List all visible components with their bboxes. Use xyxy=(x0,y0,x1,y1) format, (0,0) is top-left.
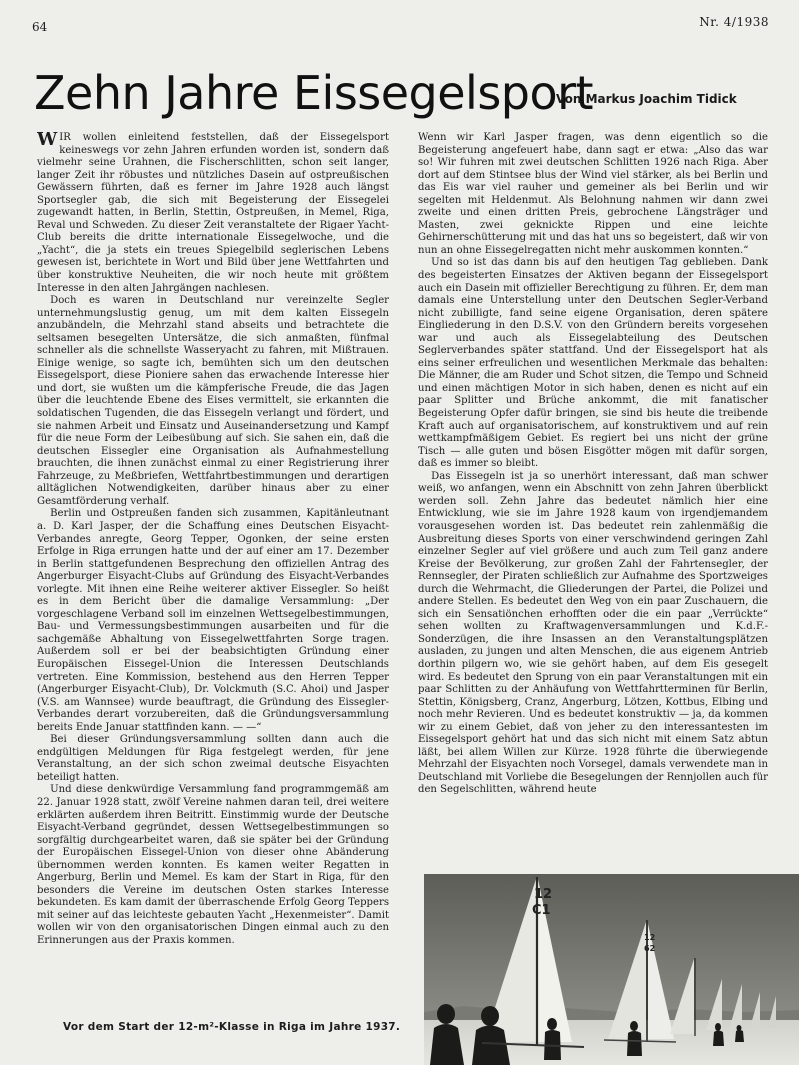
paragraph-6: Wenn wir Karl Jasper fragen, was denn eigentlich so die Begeisterung angefeuert habe, dann sagt er etwa: „Also das war so! Wir fuhren mit zwei deutschen Schlitten 1926 nach Riga. Aber dort auf dem Stintsee blus der Wind viel stärker, als bei Berlin und das Eis war viel rauher und gemeiner als bei Berlin und wir segelten mit Heldenmut. Als Belohnung nahmen wir dann zwei zweite und einen dritten Preis, gebrochene Längsträger und Masten, zwei geknickte Rippen und eine leichte Gehirnerschütterung mit und das hat uns so begeistert, daß wir von nun an ohne Eissegelregatten nicht mehr auskommen konnten.“ xyxy=(418,132,768,256)
issue-number: Nr. 4/1938 xyxy=(699,15,769,29)
paragraph-2: Doch es waren in Deutschland nur vereinzelte Segler unternehmungslustig genug, um mit dem kalten Eissegeln anzubändeln, die Mehrzahl stand abseits und betrachtete die seltsamen besegelten Untersätze, die sich anmaßten, fünfmal schneller als die schnellste Wasseryacht zu fahren, mit Mißtrauen. Einige wenige, so sagte ich, bemühten sich um den deutschen Eissegelsport, diese Pioniere sahen das erwachende Interesse hier und dort, sie wußten um die kämpferische Freude, die das Jagen über die leuchtende Ebene des Eises vermittelt, sie erkannten die soldatischen Tugenden, die das Eissegeln verlangt und fördert, und sie nahmen Arbeit und Einsatz und Auseinandersetzung und Kampf für die neue Form der Leibesübung auf sich. Sie sahen ein, daß die deutschen Eissegler eine Organisation als Aufnahmestellung brauchten, die ihnen zunächst einmal zu einer Registrierung ihrer Fahrzeuge, zu Meßbriefen, Wettfahrtbestimmungen und derartigen alltäglichen Notwendigkeiten, darüber hinaus aber zu einer Gesamtförderung verhalf. xyxy=(37,295,389,507)
article-byline: Von Markus Joachim Tidick xyxy=(556,92,737,106)
paragraph-8: Das Eissegeln ist ja so unerhört interessant, daß man schwer weiß, wo anfangen, wenn ein Abschnitt von zehn Jahren überblickt werden soll. Zehn Jahre das bedeutet nämlich hier eine Entwicklung, wie sie im Jahre 1928 kaum von irgendjemandem vorausgesehen worden ist. Das bedeutet rein zahlenmäßig die Ausbreitung dieses Sports von einer verschwindend geringen Zahl einzelner Segler auf viel größere und auch zum Teil ganz andere Kreise der Bevölkerung, zur großen Zahl der Fahrtensegler, der Rennsegler, der Piraten schließlich zur Aufnahme des Sportzweiges durch die Wehrmacht, die Gliederungen der Partei, die Polizei und andere Stellen. Es bedeutet den Weg von ein paar Zuschauern, die sich ein Sensatiönchen erhofften oder die ein paar „Verrückte“ sehen wollten zu Kraftwagenversammlungen und K.d.F.-Sonderzügen, die ihre Insassen an den Veranstaltungsplätzen ausladen, zu jungen und alten Menschen, die aus eigenem Antrieb dorthin pilgern wo, wie sie gehört haben, auf dem Eis gesegelt wird. Es bedeutet den Sprung von ein paar Veranstaltungen mit ein paar Schlitten zu der Anhäufung von Wettfahrtterminen für Berlin, Stettin, Königsberg, Cranz, Angerburg, Lötzen, Kottbus, Elbing und noch mehr Revieren. Und es bedeutet konstruktiv — ja, da kommen wir zu einem Gebiet, daß von jeher zu den interessantesten im Eissegelsport gehört hat und das sich nicht mit einem Satz abtun läßt, bei allem Willen zur Kürze. 1928 führte die überwiegende Mehrzahl der Eisyachten noch Vorsegel, damals verwendete man in Deutschland mit Vorliebe die Besegelungen der Rennjollen auch für den Segelschlitten, während heute xyxy=(418,470,768,796)
sail-number-second: 12 xyxy=(644,933,656,942)
paragraph-5: Und diese denkwürdige Versammlung fand programmgemäß am 22. Januar 1928 statt, zwölf Vereine nahmen daran teil, drei weitere erklärten außerdem ihren Beitritt. Einstimmig wurde der Deutsche Eisyacht-Verband gegründet, dessen Wettsegelbestimmungen so sorgfältig durchgearbeitet waren, daß sie später bei der Gründung der Europäischen Eissegel-Union von dieser ohne Abänderung übernommen werden konnten. Es kamen weiter Regatten in Angerburg, Berlin und Memel. Es kam der Start in Riga, für den besonders die Vereine im deutschen Osten starkes Interesse bekundeten. Es kam damit der überraschende Erfolg Georg Teppers mit seiner auf das leichteste gebauten Yacht „Hexenmeister“. Damit wollen wir von den organisatorischen Dingen einmal auch zu den Erinnerungen aus der Praxis kommen. xyxy=(37,784,389,946)
article-title: Zehn Jahre Eissegelsport xyxy=(34,66,594,120)
iceboat-photo-illustration xyxy=(424,874,799,1065)
page-number: 64 xyxy=(32,20,48,34)
paragraph-4: Bei dieser Gründungsversammlung sollten dann auch die endgültigen Meldungen für Riga festgelegt werden, für jene Veranstaltung, an der sich schon zweimal deutsche Eisyachten beteiligt hatten. xyxy=(37,734,389,783)
paragraph-1 xyxy=(37,132,389,295)
dropcap-letter: W xyxy=(37,132,58,150)
iceboat-photo xyxy=(424,874,799,1065)
sail-number-main: 12 xyxy=(534,887,553,902)
paragraph-7: Und so ist das dann bis auf den heutigen Tag geblieben. Dank des begeisterten Einsatzes der Aktiven begann der Eissegelsport auch ein Dasein mit offizieller Berechtigung zu führen. Er, dem man damals eine Unterstellung unter den Deutschen Segler-Verband nicht zubilligte, fand seine eigene Organisation, deren spätere Eingliederung in den D.S.V. von den Gründern bereits vorgesehen war und auch als Eissegelabteilung des Deutschen Seglerverbandes später stattfand. Und der Eissegelsport hat als eins seiner erfreulichen und wesentlichen Merkmale das behalten: Die Männer, die am Ruder und Schot sitzen, die Tempo und Schneid und einen mächtigen Motor in sich haben, denen es nicht auf ein paar Splitter und Brüche ankommt, die mit fanatischer Begeisterung Opfer dafür bringen, sie sind bis heute die treibende Kraft auch auf organisatorischem, auf konstruktivem und auf rein wettkampfmäßigem Gebiet. Es regiert bei uns nicht der grüne Tisch — alle guten und bösen Eisgötter mögen mit dafür sorgen, daß es immer so bleibt. xyxy=(418,257,768,470)
paragraph-3: Berlin und Ostpreußen fanden sich zusammen, Kapitänleutnant a. D. Karl Jasper, der die Schaffung eines Deutschen Eisyacht-Verbandes anregte, Georg Tepper, Ogonken, der seine ersten Erfolge in Riga errungen hatte und der auf einer am 17. Dezember in Berlin stattgefundenen Besprechung den offiziellen Antrag des Angerburger Eisyacht-Clubs auf Gründung des Eisyacht-Verbandes vorlegte. Mit ihnen eine Reihe weiterer aktiver Eissegler. So heißt es in dem Bericht über die damalige Versammlung: „Der vorgeschlagene Verband soll im einzelnen Wettsegelbestimmungen, Bau- und Vermessungsbestimmungen ausarbeiten und für die sachgemäße Abhaltung von Eissegelwettfahrten Sorge tragen. Außerdem soll er bei der beabsichtigten Gründung einer Europäischen Eissegel-Union die Interessen Deutschlands vertreten. Eine Kommission, bestehend aus den Herren Tepper (Angerburger Eisyacht-Club), Dr. Volckmuth (S.C. Ahoi) und Jasper (V.S. am Wannsee) wurde beauftragt, die Gründung des Eissegler-Verbandes derart vorzubereiten, daß die Gründungsversammlung bereits Ende Januar stattfinden kann. — —“ xyxy=(37,508,389,733)
right-column xyxy=(418,132,768,850)
sail-class-second: 62 xyxy=(644,944,656,953)
left-column xyxy=(37,132,389,998)
paragraph-1-text: IR wollen einleitend feststellen, daß der Eissegelsport keineswegs vor zehn Jahren erfunden worden ist, sondern daß vielmehr seine Urahnen, die Fischerschlitten, schon seit langer, langer Zeit ihr röbustes und nützliches Dasein auf ostpreußischen Gewässern führten, daß es ferner im Jahre 1928 auch längst Sportsegler gab, die sich mit Begeisterung der Eissegelei zugewandt hatten, in Berlin, Stettin, Ostpreußen, in Memel, Riga, Reval und Schweden. Zu dieser Zeit veranstaltete der Rigaer Yacht-Club bereits die dritte internationale Eissegelwoche, und die „Yacht“, die ja stets ein treues Spiegelbild seglerischen Lebens gewesen ist, berichtete in Wort und Bild über jene Wettfahrten und über konstruktive Neuheiten, die wir noch heute mit größtem Interesse in den alten Jahrgängen nachlesen. xyxy=(37,132,389,294)
sail-class-main: C1 xyxy=(532,903,551,918)
photo-caption: Vor dem Start der 12-m²-Klasse in Riga im Jahre 1937. xyxy=(63,1021,401,1033)
